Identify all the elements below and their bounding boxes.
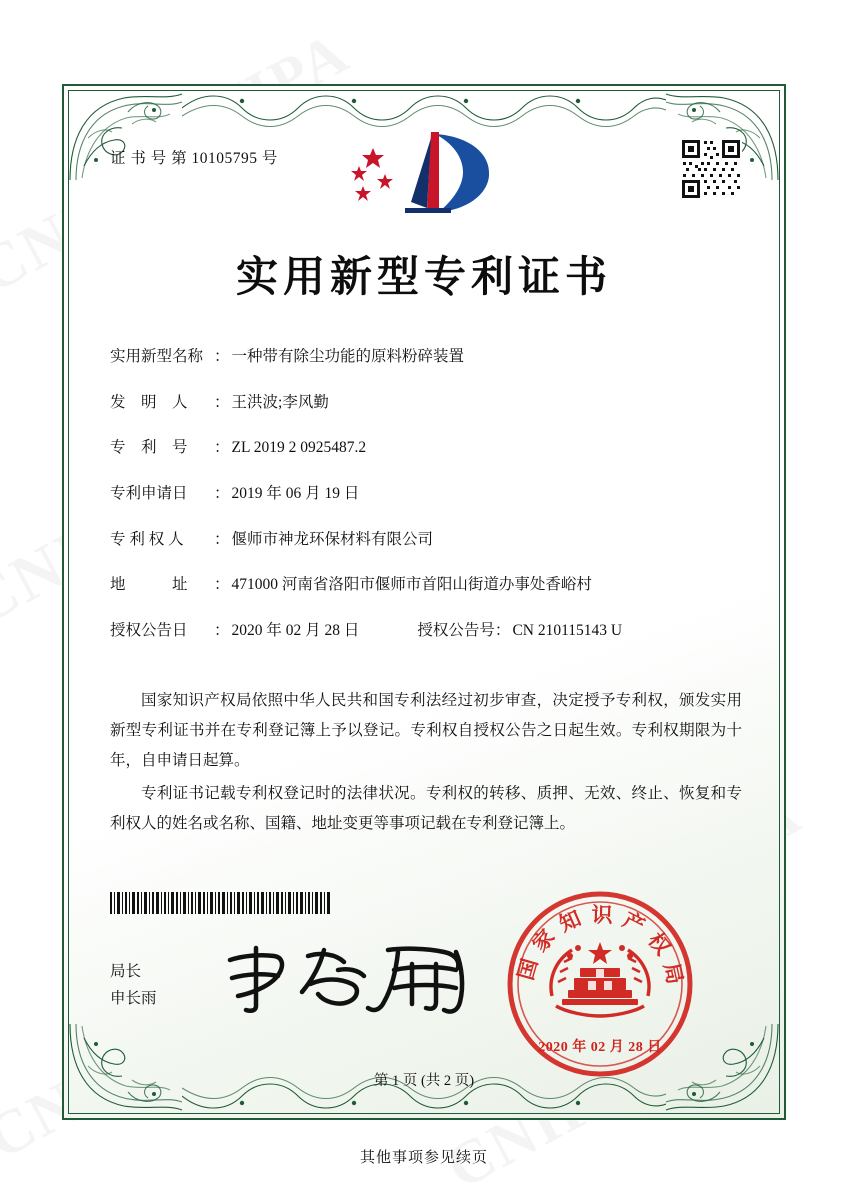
field-value-grant-number: CN 210115143 U xyxy=(512,622,623,640)
field-row-title xyxy=(110,346,742,368)
legal-text xyxy=(110,686,742,841)
field-colon: ： xyxy=(214,485,230,503)
signature-block xyxy=(110,958,157,1012)
field-list xyxy=(110,346,742,666)
field-label-grant-number: 授权公告号 xyxy=(417,622,495,640)
certificate-content xyxy=(62,84,786,1120)
field-label: 专 利 号 xyxy=(110,439,188,457)
field-value: 471000 河南省洛阳市偃师市首阳山街道办事处香峪村 xyxy=(231,576,592,594)
qr-code-icon xyxy=(680,138,742,200)
field-row-patentee xyxy=(110,529,742,551)
seal-date: 2020 年 02 月 28 日 xyxy=(538,1040,662,1055)
svg-text:产: 产 xyxy=(619,907,649,939)
svg-text:知: 知 xyxy=(555,906,585,937)
field-label: 实用新型名称 xyxy=(110,348,204,365)
field-row-address xyxy=(110,574,742,596)
field-label: 地 址 xyxy=(110,576,188,594)
footer-note: 其他事项参见续页 xyxy=(359,1150,488,1166)
svg-text:局: 局 xyxy=(659,960,688,987)
signature-role: 局长 xyxy=(110,963,142,980)
field-label: 发 明 人 xyxy=(110,393,188,411)
field-colon: ： xyxy=(214,439,230,457)
field-colon: ： xyxy=(494,622,511,640)
field-label: 专利申请日 xyxy=(110,485,188,503)
field-colon: ： xyxy=(214,530,230,548)
field-value: 2019 年 06 月 19 日 xyxy=(231,485,360,503)
field-row-application-date xyxy=(110,483,742,505)
field-value: ZL 2019 2 0925487.2 xyxy=(231,439,367,457)
svg-text:国: 国 xyxy=(513,955,543,983)
barcode xyxy=(110,892,332,914)
certificate-page xyxy=(62,84,786,1120)
field-colon: ： xyxy=(214,348,230,365)
svg-text:权: 权 xyxy=(643,928,676,960)
field-value-grant-date: 2020 年 02 月 28 日 xyxy=(231,622,360,640)
signature-name: 申长雨 xyxy=(110,990,157,1008)
field-row-grant xyxy=(110,620,742,642)
field-row-patent-number xyxy=(110,437,742,459)
field-row-inventor xyxy=(110,392,742,414)
field-value: 王洪波;李风勤 xyxy=(231,393,329,411)
handwritten-signature-icon xyxy=(212,940,512,1018)
field-value: 一种带有除尘功能的原料粉碎装置 xyxy=(231,348,465,365)
page-title: 实用新型专利证书 xyxy=(235,252,612,301)
field-colon: ： xyxy=(214,393,230,411)
field-label: 专 利 权 人 xyxy=(110,530,184,548)
certificate-number: 证 书 号 第 10105795 号 xyxy=(110,150,278,167)
field-value: 偃师市神龙环保材料有限公司 xyxy=(231,530,434,548)
paragraph: 国家知识产权局依照中华人民共和国专利法经过初步审查，决定授予专利权，颁发实用新型专利证书并在专利登记簿上予以登记。专利权自授权公告之日起生效。专利权期限为十年，自申请日起算。 xyxy=(110,692,742,770)
field-colon: ： xyxy=(214,622,230,640)
svg-text:识: 识 xyxy=(591,902,613,928)
cnipa-emblem-icon xyxy=(339,130,509,216)
svg-text:家: 家 xyxy=(527,924,560,957)
field-colon: ： xyxy=(214,576,230,594)
paragraph: 专利证书记载专利权登记时的法律状况。专利权的转移、质押、无效、终止、恢复和专利权人的姓名或名称、国籍、地址变更等事项记载在专利登记簿上。 xyxy=(110,784,742,832)
page-number: 第 1 页 (共 2 页) xyxy=(373,1073,475,1089)
field-label-grant-date: 授权公告日 xyxy=(110,622,188,640)
